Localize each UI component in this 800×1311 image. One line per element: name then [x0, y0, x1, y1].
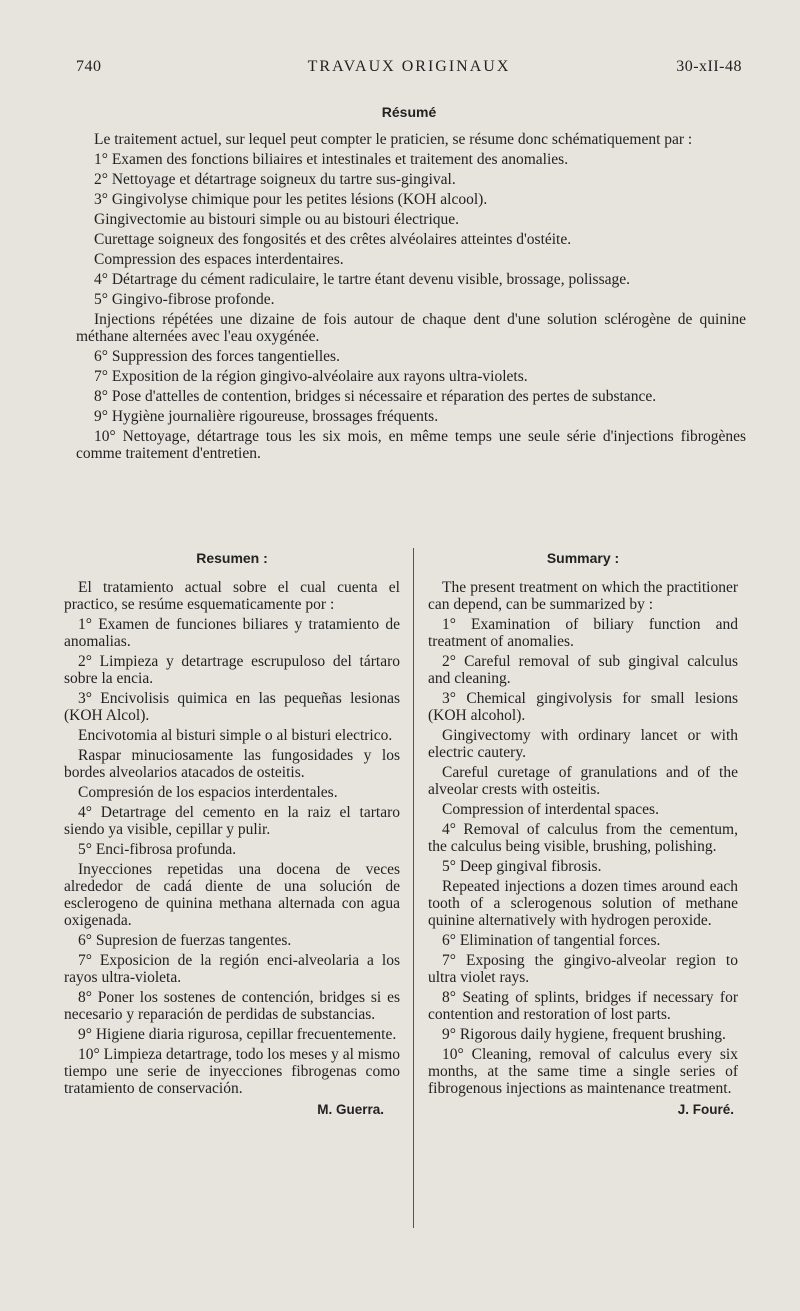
french-paragraph: Compression des espaces interdentaires.: [94, 251, 344, 268]
english-paragraph: Compression of interdental spaces.: [442, 801, 659, 818]
column-divider: [413, 548, 414, 1228]
spanish-paragraph: Raspar minuciosamente las fungosidades y los bordes alveolarios atacados de osteitis.: [64, 747, 400, 781]
french-paragraph: 4° Détartrage du cément radiculaire, le tartre étant devenu visible, brossage, polissage.: [94, 271, 630, 288]
spanish-paragraph: Inyecciones repetidas una docena de veces alrededor de cadá diente de una solución de esclerogeno de quinina methana alternada con agua oxigenada.: [64, 861, 400, 929]
spanish-summary-column: [64, 550, 400, 1118]
french-summary-body: [76, 131, 746, 465]
english-paragraph: Careful curetage of granulations and of the alveolar crests with osteitis.: [428, 764, 738, 798]
english-paragraph: 7° Exposing the gingivo-alveolar region to ultra violet rays.: [428, 952, 738, 986]
french-paragraph: 9° Hygiène journalière rigoureuse, brossages fréquents.: [94, 408, 439, 425]
spanish-paragraph: 9° Higiene diaria rigurosa, cepillar frecuentemente.: [78, 1026, 397, 1043]
spanish-paragraph: Compresión de los espacios interdentales.: [78, 784, 338, 801]
spanish-paragraph: 2° Limpieza y detartrage escrupuloso del tártaro sobre la encia.: [64, 653, 400, 687]
english-summary-column: [428, 550, 738, 1118]
spanish-paragraph: 1° Examen de funciones biliares y tratamiento de anomalias.: [64, 616, 400, 650]
running-head: [76, 58, 742, 80]
spanish-paragraph: 10° Limpieza detartrage, todo los meses y al mismo tiempo une serie de inyecciones fibrogenas como tratamiento de conservación.: [64, 1046, 400, 1097]
english-paragraph: 3° Chemical gingivolysis for small lesions (KOH alcohol).: [428, 690, 738, 724]
issue-date: 30-xII-48: [676, 58, 742, 75]
spanish-paragraph: 3° Encivolisis quimica en las pequeñas lesionas (KOH Alcol).: [64, 690, 400, 724]
spanish-author-signature: M. Guerra.: [317, 1102, 384, 1117]
french-paragraph: 8° Pose d'attelles de contention, bridges si nécessaire et réparation des pertes de substance.: [94, 388, 657, 405]
english-paragraph: 6° Elimination of tangential forces.: [442, 932, 661, 949]
french-paragraph: Curettage soigneux des fongosités et des crêtes alvéolaires atteintes d'ostéite.: [94, 231, 572, 248]
french-paragraph: Le traitement actuel, sur lequel peut compter le praticien, se résume donc schématiquement par :: [94, 131, 693, 148]
english-paragraph: 1° Examination of biliary function and treatment of anomalies.: [428, 616, 738, 650]
spanish-paragraph: 6° Supresion de fuerzas tangentes.: [78, 932, 292, 949]
english-paragraph: Gingivectomy with ordinary lancet or with electric cautery.: [428, 727, 738, 761]
english-summary-heading: Summary :: [546, 550, 620, 566]
french-paragraph: 1° Examen des fonctions biliaires et intestinales et traitement des anomalies.: [94, 151, 569, 168]
spanish-summary-heading: Resumen :: [196, 550, 268, 566]
french-paragraph: 7° Exposition de la région gingivo-alvéolaire aux rayons ultra-violets.: [94, 368, 528, 385]
spanish-paragraph: 7° Exposicion de la región enci-alveolaria a los rayos ultra-violeta.: [64, 952, 400, 986]
french-paragraph: Injections répétées une dizaine de fois autour de chaque dent d'une solution sclérogène de quinine méthane alternées avec l'eau oxygénée.: [76, 311, 746, 345]
french-paragraph: 6° Suppression des forces tangentielles.: [94, 348, 340, 365]
french-paragraph: Gingivectomie au bistouri simple ou au bistouri électrique.: [94, 211, 460, 228]
english-paragraph: 2° Careful removal of sub gingival calculus and cleaning.: [428, 653, 738, 687]
spanish-paragraph: 5° Enci-fibrosa profunda.: [78, 841, 237, 858]
french-paragraph: 2° Nettoyage et détartrage soigneux du tartre sus-gingival.: [94, 171, 456, 188]
spanish-paragraph: El tratamiento actual sobre el cual cuenta el practico, se resúme esquematicamente por :: [64, 579, 400, 613]
english-paragraph: 8° Seating of splints, bridges if necessary for contention and restoration of lost parts.: [428, 989, 738, 1023]
french-paragraph: 3° Gingivolyse chimique pour les petites lésions (KOH alcool).: [94, 191, 488, 208]
english-paragraph: Repeated injections a dozen times around each tooth of a sclerogenous solution of methane quinine alternatively with hydrogen peroxide.: [428, 878, 738, 929]
english-author-signature: J. Fouré.: [677, 1102, 734, 1117]
english-paragraph: 5° Deep gingival fibrosis.: [442, 858, 602, 875]
english-paragraph: 4° Removal of calculus from the cementum, the calculus being visible, brushing, polishing.: [428, 821, 738, 855]
french-paragraph: 10° Nettoyage, détartrage tous les six mois, en même temps une seule série d'injections fibrogènes comme traitement d'entretien.: [76, 428, 746, 462]
spanish-paragraph: 4° Detartrage del cemento en la raiz el tartaro siendo ya visible, cepillar y pulir.: [64, 804, 400, 838]
spanish-paragraph: Encivotomia al bisturi simple o al bisturi electrico.: [78, 727, 393, 744]
english-paragraph: 10° Cleaning, removal of calculus every six months, at the same time a single series of fibrogenous injections as maintenance treatment.: [428, 1046, 738, 1097]
english-paragraph: The present treatment on which the practitioner can depend, can be summarized by :: [428, 579, 738, 613]
french-paragraph: 5° Gingivo-fibrose profonde.: [94, 291, 275, 308]
english-paragraph: 9° Rigorous daily hygiene, frequent brushing.: [442, 1026, 726, 1043]
french-summary-heading: Résumé: [381, 104, 437, 120]
spanish-paragraph: 8° Poner los sostenes de contención, bridges si es necesario y reparación de perdidas de substancias.: [64, 989, 400, 1023]
journal-section-title: TRAVAUX ORIGINAUX: [307, 58, 511, 75]
page-number: 740: [76, 58, 102, 75]
